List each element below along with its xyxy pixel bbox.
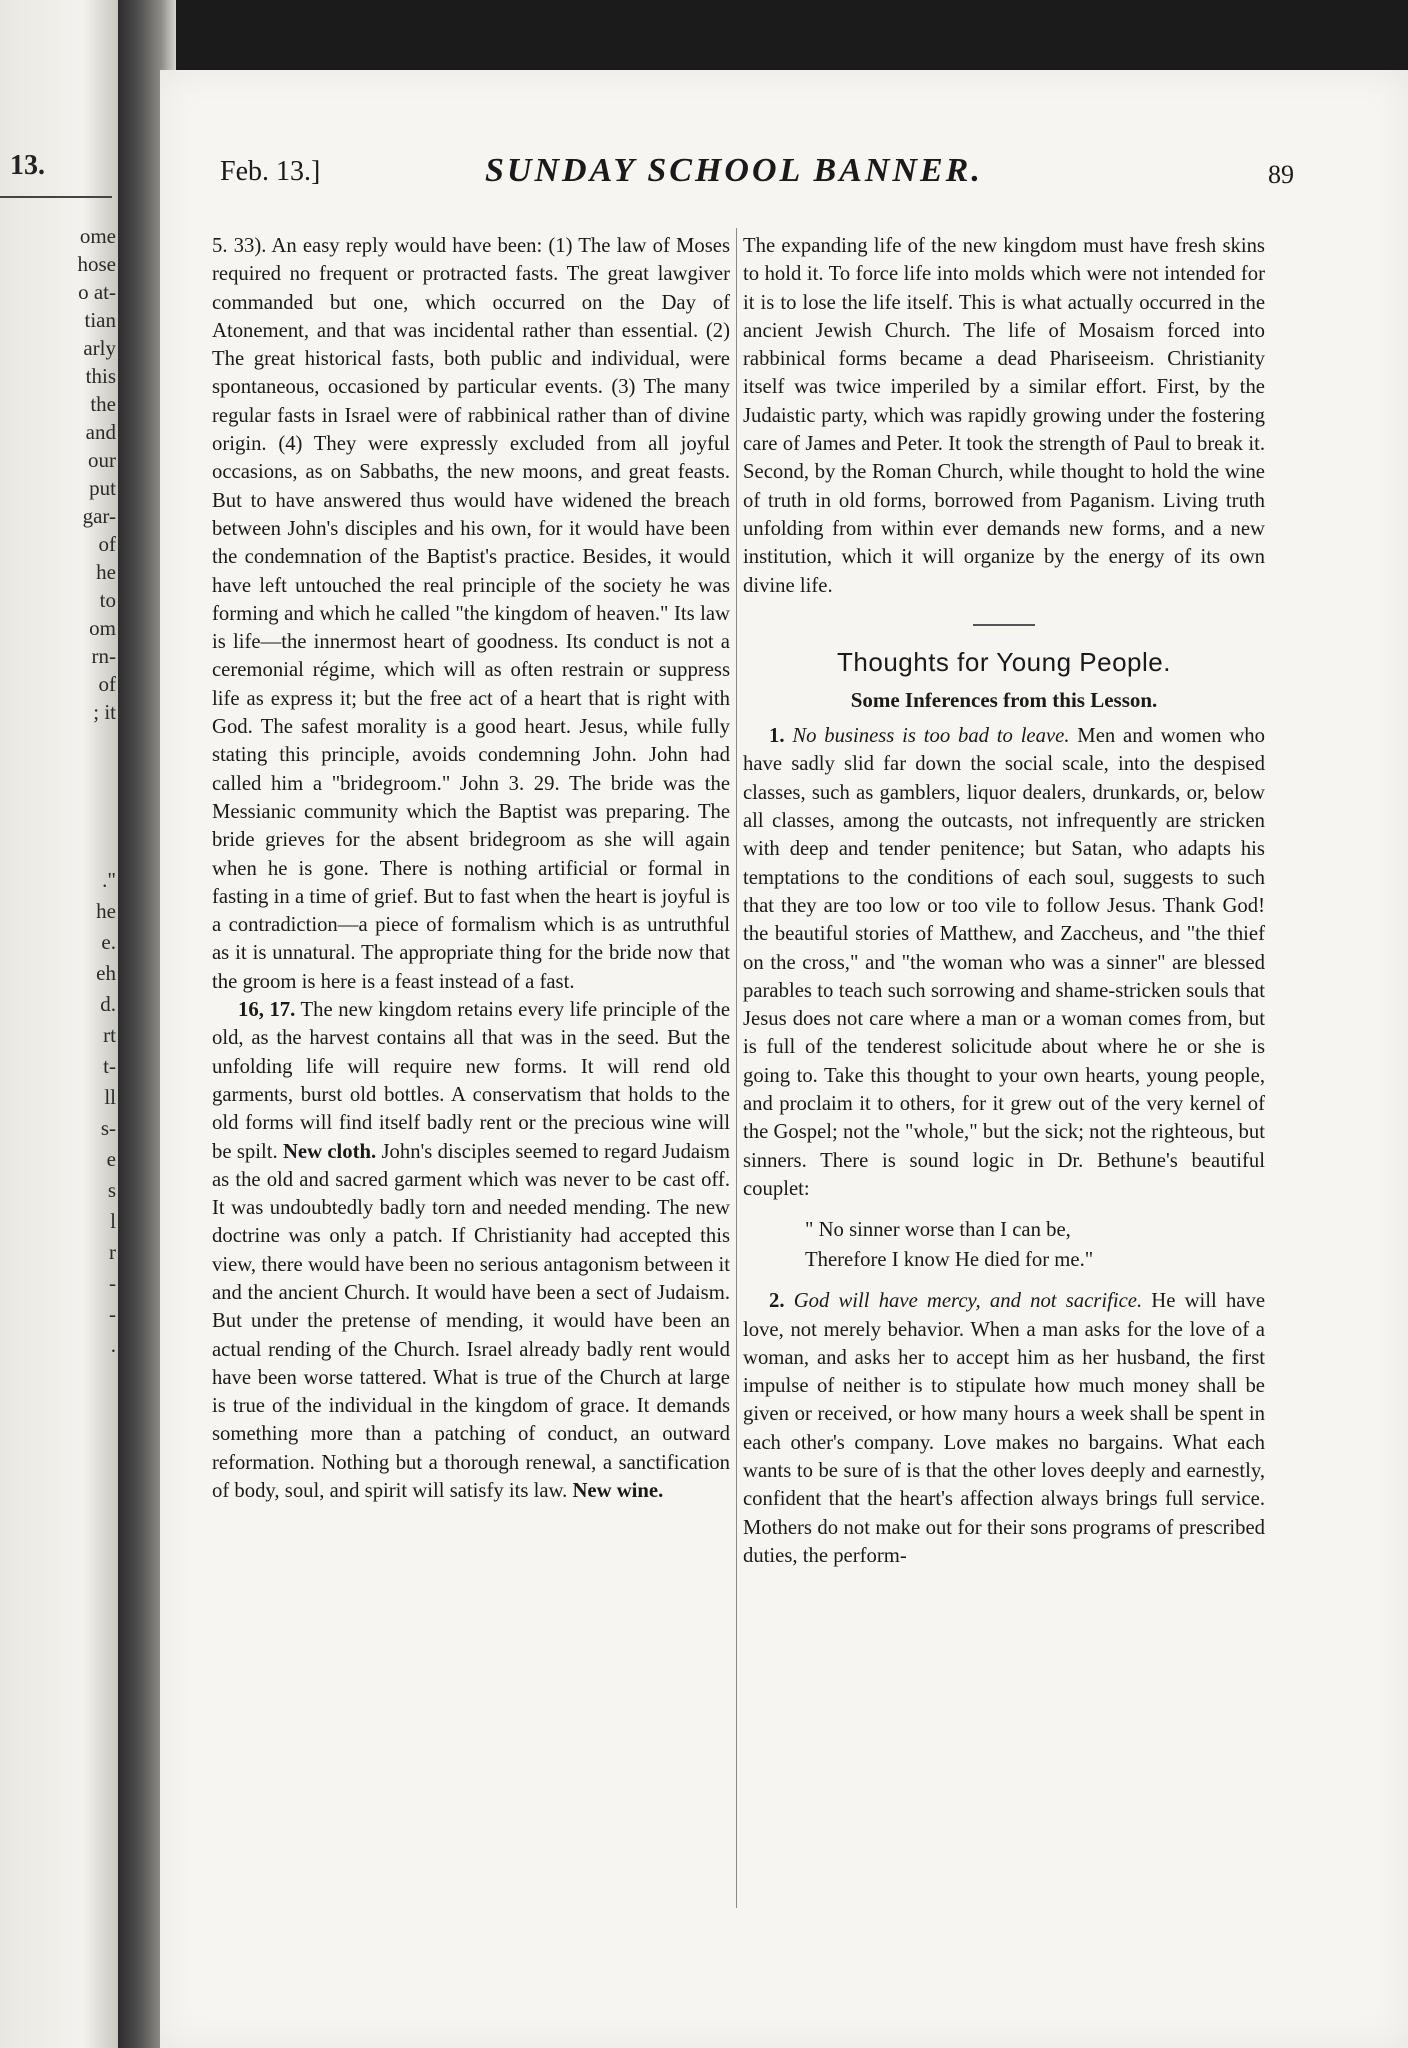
left-column	[212, 232, 730, 1505]
facing-page-fragment: put	[89, 476, 116, 500]
facing-page-fragment: tian	[84, 308, 116, 332]
header-date: Feb. 13.]	[220, 156, 321, 187]
couplet-line-2: Therefore I know He died for me."	[805, 1249, 1094, 1272]
facing-page-fragment: he	[96, 560, 116, 584]
facing-page-fragment: eh	[96, 961, 116, 985]
facing-page-fragment: rt	[103, 1023, 116, 1047]
facing-page-fragment: rn-	[91, 644, 116, 668]
facing-page-fragment: e	[106, 1147, 116, 1171]
facing-page-fragment: and	[85, 420, 116, 444]
couplet	[743, 1215, 1265, 1275]
facing-page-fragment: -	[109, 1271, 116, 1295]
facing-page-fragment: o at-	[78, 280, 116, 304]
commentary-paragraph: 5. 33). An easy reply would have been: (1) The law of Moses required no frequent or protracted fasts. The great lawgiver commanded but one, which occurred on the Day of Atonement, and that was incidental rather than essential. (2) The great historical fasts, both public and individual, were spontaneous, occasioned by particular events. (3) The many regular fasts in Israel were of rabbinical rather than of divine origin. (4) They were expressly excluded from all joyful occasions, as on Sabbaths, the new moons, and great feasts. But to have answered thus would have widened the breach between John's disciples and his own, for it would have been the condemnation of the Baptist's practice. Besides, it would have left untouched the real principle of the society he was forming and which he called "the kingdom of heaven." Its law is life—the innermost heart of goodness. Its conduct is not a ceremonial régime, which will as often restrain or suppress life as express it; but the free act of a heart that is right with God. The safest morality is a good heart. Jesus, while fully stating this principle, avoids condemning John. John had called him a "bridegroom." John 3. 29. The bride was the Messianic community which the Baptist was preparing. The bride grieves for the absent bridegroom as she will again when he is gone. There is nothing artificial or formal in fasting in a time of grief. But to fast when the heart is joyful is a contradiction—a piece of formalism which is as untruthful as it is unnatural. The appropriate thing for the bride now that the groom is here is a feast instead of a fast.	[212, 235, 730, 993]
facing-page-fragment: the	[90, 392, 116, 416]
verse-reference: 16, 17.	[238, 999, 296, 1022]
commentary-paragraph-continued: The expanding life of the new kingdom must have fresh skins to hold it. To force life into molds which were not intended for it is to lose the life itself. This is what actually occurred in the ancient Jewish Church. The life of Mosaism forced into rabbinical forms became a dead Phariseeism. Christianity itself was twice imperiled by a similar effort. First, by the Judaistic party, which was rapidly growing under the fostering care of James and Peter. It took the strength of Paul to break it. Second, by the Roman Church, while thought to hold the wine of truth in old forms, borrowed from Paganism. Living truth unfolding from within ever demands new forms, and a new institution, which it will organize by the energy of its own divine life.	[743, 235, 1265, 597]
right-column	[743, 232, 1265, 1570]
inference-heading: God will have mercy, and not sacrifice.	[793, 1290, 1143, 1313]
facing-page-fragment: ; it	[93, 700, 116, 724]
running-header	[220, 152, 1294, 198]
publication-title: SUNDAY SCHOOL BANNER.	[485, 152, 983, 189]
facing-page-fragment: r	[109, 1240, 116, 1264]
facing-page-fragment: gar-	[82, 504, 116, 528]
couplet-line-1: " No sinner worse than I can be,	[805, 1219, 1071, 1242]
section-title: Thoughts for Young People.	[837, 646, 1171, 677]
facing-page-fragment: hose	[77, 252, 116, 276]
column-divider	[736, 228, 737, 1908]
facing-page-fragment: l	[110, 1209, 116, 1233]
facing-page-fragment: ome	[79, 224, 116, 248]
inference-item-2: 2. God will have mercy, and not sacrifice. He will have love, not merely behavior. When a man asks for the love of a woman, and asks her to accept him as her husband, the first impulse of neither is to stipulate how much money shall be given or received, or how many hours a week shall be spent in each other's company. Love makes no bargains. What each wants to be sure of is that the other loves deeply and earnestly, confident that the heart's affection always brings full service. Mothers do not make out for their sons programs of prescribed duties, the perform-	[743, 1290, 1265, 1567]
section-separator	[973, 624, 1035, 626]
facing-page-fragment: e.	[101, 930, 116, 954]
commentary-paragraph-16-17: 16, 17. The new kingdom retains every life principle of the old, as the harvest contains all that was in the seed. But the unfolding life will require new forms. It will rend old garments, burst old bottles. A conservatism that holds to the old forms will find itself badly rent or the precious wine will be spilt. New cloth. John's disciples seemed to regard Judaism as the old and sacred garment which was never to be cast off. It was undoubtedly badly torn and needed mending. The new doctrine was only a patch. If Christianity had accepted this view, there would have been no serious antagonism between it and the ancient Church. It would have been a sect of Judaism. But under the pretense of mending, it would have been an actual rending of the Church. Israel already badly rent would have been worse tattered. What is true of the Church at large is true of the individual in the kingdom of grace. It demands something more than a patching of conduct, an outward reformation. Nothing but a thorough renewal, a sanctification of body, soul, and spirit will satisfy its law. New wine.	[212, 999, 731, 1503]
term-new-cloth: New cloth.	[282, 1140, 377, 1163]
facing-page-number: 13.	[10, 150, 45, 181]
facing-page-fragment: t-	[103, 1054, 116, 1078]
facing-page-fragment: -	[109, 1302, 116, 1326]
facing-page-fragment: of	[98, 532, 116, 556]
facing-page-fragment: d.	[100, 992, 116, 1016]
page-number: 89	[1268, 160, 1294, 189]
facing-page-fragment: s	[107, 1178, 116, 1202]
facing-page-header-rule	[0, 196, 112, 198]
facing-page-edge	[0, 0, 118, 2048]
facing-page-fragment: arly	[83, 336, 116, 360]
facing-page-fragment: of	[98, 672, 116, 696]
facing-page-fragment: our	[88, 448, 116, 472]
facing-page-fragment: ll	[104, 1085, 116, 1109]
inference-heading: No business is too bad to leave.	[792, 725, 1070, 748]
term-new-wine: New wine.	[572, 1480, 664, 1503]
facing-page-fragment: om	[89, 616, 116, 640]
facing-page-fragment: to	[99, 588, 116, 612]
facing-page-fragment: he	[96, 899, 116, 923]
facing-page-fragment: ."	[102, 868, 116, 892]
facing-page-fragment: this	[85, 364, 116, 388]
facing-page-fragment: s-	[100, 1116, 116, 1140]
facing-page-fragment: .	[110, 1333, 116, 1357]
inference-item-1: 1. No business is too bad to leave. Men and women who have sadly slid far down the social scale, into the despised classes, such as gamblers, liquor dealers, drunkards, or, below all classes, among the outcasts, not infrequently are stricken with deep and tender penitence; but Satan, who adapts his temptations to the conditions of each soul, suggests to such that they are too low or too vile to follow Jesus. Thank God! the beautiful stories of Matthew, and Zaccheus, and "the thief on the cross," and "the woman who was a sinner" are blessed parables to teach such sorrowing and shame-stricken souls that Jesus does not care where a man or a woman comes from, but is full of the tenderest solicitude about where he or she is going to. Take this thought to your own hearts, young people, and proclaim it to others, for it grew out of the very kernel of the Gospel; not the "whole," but the sick; not the righteous, but sinners. There is sound logic in Dr. Bethune's beautiful couplet:	[743, 725, 1265, 1200]
section-subtitle: Some Inferences from this Lesson.	[850, 687, 1158, 712]
